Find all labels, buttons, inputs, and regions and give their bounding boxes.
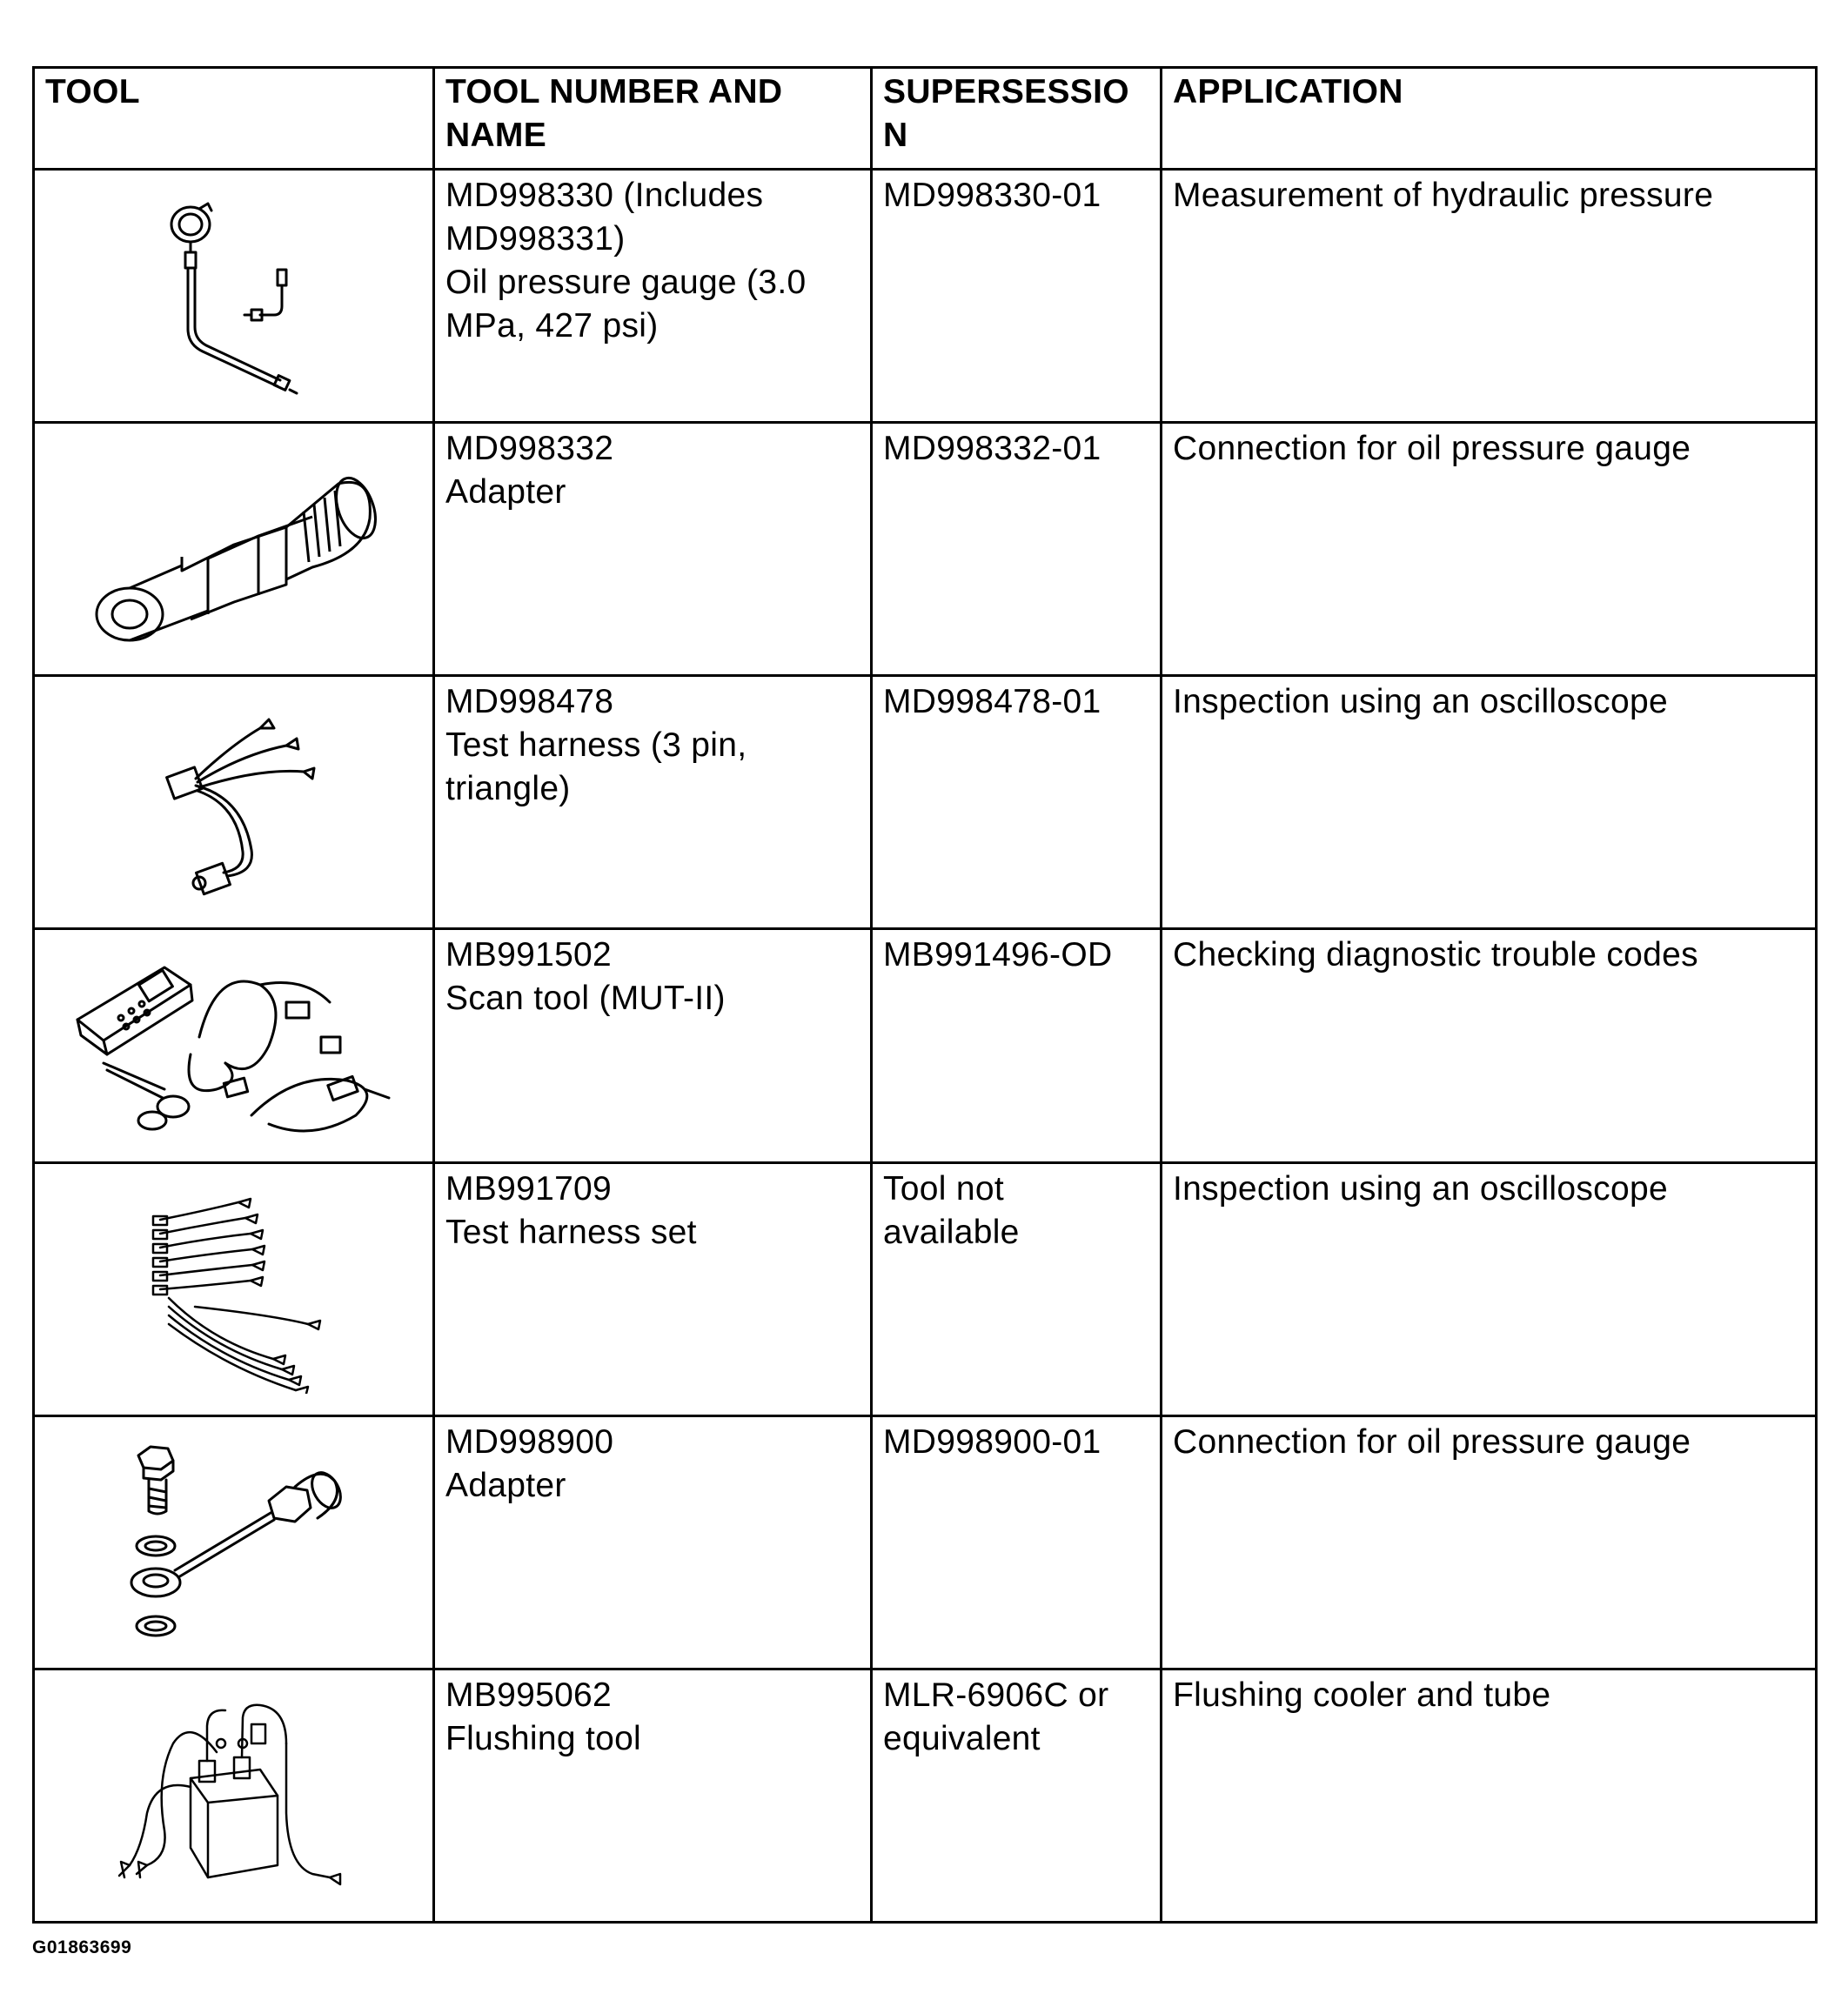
tool-name-line: Oil pressure gauge (3.0 [445, 264, 807, 301]
tool-number-line: MB995062 [445, 1676, 613, 1714]
tool-number-name-cell [434, 170, 872, 423]
tool-illustration-cell [34, 170, 434, 423]
table-row [34, 1669, 1817, 1923]
test-harness-3pin-illustration [147, 702, 321, 902]
tool-number-line: MD998332 [445, 430, 614, 467]
supersession-line: available [883, 1214, 1020, 1251]
header-application: APPLICATION [1162, 68, 1817, 170]
adapter-with-washers-illustration [121, 1438, 347, 1647]
tool-name-line: Adapter [445, 473, 566, 511]
supersession-line: MD998332-01 [883, 430, 1101, 467]
supersession-cell [872, 676, 1162, 929]
table-row [34, 1416, 1817, 1669]
header-tool: TOOL [34, 68, 434, 170]
tool-illustration-cell [34, 423, 434, 676]
tool-name-line: Test harness (3 pin, [445, 726, 747, 764]
flushing-tool-illustration [112, 1691, 356, 1900]
application-cell: Inspection using an oscilloscope [1162, 1163, 1817, 1416]
tool-number-line: MD998331) [445, 220, 626, 258]
tool-number-line: MB991709 [445, 1170, 613, 1208]
supersession-line: MD998900-01 [883, 1423, 1101, 1461]
special-tools-table [32, 66, 1818, 1924]
supersession-line: MD998478-01 [883, 683, 1101, 720]
tool-name-line: Test harness set [445, 1214, 697, 1251]
supersession-cell [872, 1669, 1162, 1923]
application-cell: Measurement of hydraulic pressure [1162, 170, 1817, 423]
tool-number-name-cell [434, 423, 872, 676]
tool-number-line: MD998478 [445, 683, 614, 720]
oil-pressure-gauge-illustration [147, 191, 321, 400]
tool-number-name-cell [434, 676, 872, 929]
table-row [34, 676, 1817, 929]
supersession-cell [872, 170, 1162, 423]
application-cell: Checking diagnostic trouble codes [1162, 929, 1817, 1163]
application-cell: Inspection using an oscilloscope [1162, 676, 1817, 929]
tool-illustration-cell [34, 1416, 434, 1669]
tool-number-name-cell [434, 929, 872, 1163]
adapter-fitting-illustration [77, 449, 391, 649]
scan-tool-illustration [69, 950, 399, 1141]
tool-illustration-cell [34, 929, 434, 1163]
application-cell: Flushing cooler and tube [1162, 1669, 1817, 1923]
tool-number-line: MB991502 [445, 936, 613, 974]
supersession-line: Tool not [883, 1170, 1004, 1208]
supersession-cell [872, 1163, 1162, 1416]
table-row [34, 170, 1817, 423]
figure-id-label: G01863699 [32, 1937, 132, 1957]
tool-name-line: Adapter [445, 1467, 566, 1504]
supersession-cell [872, 423, 1162, 676]
tool-number-line: MD998900 [445, 1423, 614, 1461]
header-supersession: SUPERSESSIO N [872, 68, 1162, 170]
tool-illustration-cell [34, 1163, 434, 1416]
tool-number-name-cell [434, 1416, 872, 1669]
table-row [34, 1163, 1817, 1416]
tool-number-name-cell [434, 1669, 872, 1923]
tool-number-line: MD998330 (Includes [445, 177, 764, 214]
table-row [34, 423, 1817, 676]
application-cell: Connection for oil pressure gauge [1162, 1416, 1817, 1669]
supersession-line: equivalent [883, 1720, 1041, 1757]
supersession-cell [872, 929, 1162, 1163]
header-tool-number-and-name: TOOL NUMBER AND NAME [434, 68, 872, 170]
tool-name-line: triangle) [445, 770, 571, 807]
table-row [34, 929, 1817, 1163]
supersession-line: MLR-6906C or [883, 1676, 1109, 1714]
tool-name-line: Scan tool (MUT-II) [445, 980, 726, 1017]
application-cell: Connection for oil pressure gauge [1162, 423, 1817, 676]
table-header-row [34, 68, 1817, 170]
tool-number-name-cell [434, 1163, 872, 1416]
test-harness-set-illustration [143, 1185, 325, 1394]
supersession-cell [872, 1416, 1162, 1669]
tool-name-line: MPa, 427 psi) [445, 307, 659, 345]
supersession-line: MD998330-01 [883, 177, 1101, 214]
tool-illustration-cell [34, 1669, 434, 1923]
supersession-line: MB991496-OD [883, 936, 1113, 974]
tool-name-line: Flushing tool [445, 1720, 642, 1757]
tool-illustration-cell [34, 676, 434, 929]
